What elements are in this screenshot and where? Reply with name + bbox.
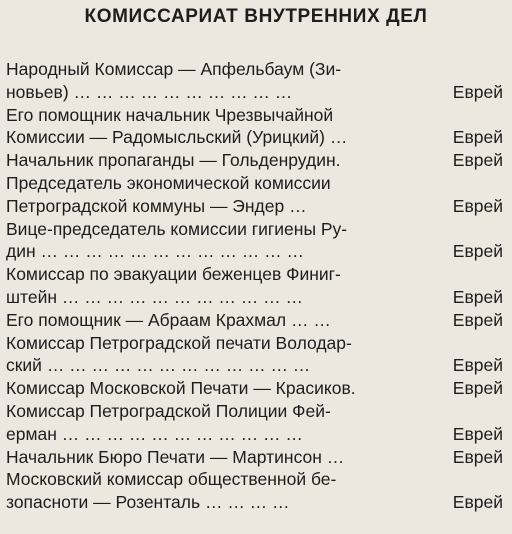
entry-line	[6, 195, 506, 218]
entry-text: Начальник Бюро Печати — Мартинсон …	[6, 446, 345, 467]
entry-text: Председатель экономической комиссии	[6, 172, 331, 193]
list-item	[6, 104, 506, 150]
list-item	[6, 172, 506, 218]
entry-line	[6, 332, 506, 355]
entry-line	[6, 400, 506, 423]
nationality-label: Еврей	[452, 127, 503, 148]
entry-text: Комиссии — Радомысльский (Урицкий) …	[6, 127, 348, 148]
nationality-label: Еврей	[452, 309, 503, 330]
list-item	[6, 218, 506, 264]
list-item	[6, 58, 506, 104]
list-item	[6, 332, 506, 378]
entry-line	[6, 81, 506, 104]
list-item	[6, 400, 506, 446]
list-item	[6, 309, 506, 332]
entry-text: Комиссар Петроградской печати Володар-	[6, 332, 352, 353]
entry-line	[6, 104, 506, 127]
entry-line	[6, 126, 506, 149]
entry-text: Его помощник начальник Чрезвычайной	[6, 104, 334, 125]
entry-line	[6, 58, 506, 81]
entry-line	[6, 468, 506, 491]
entry-text: ерман … … … … … … … … … … …	[6, 423, 303, 444]
list-item	[6, 149, 506, 172]
entry-line	[6, 149, 506, 172]
entry-text: Комиссар Петроградской Полиции Фей-	[6, 400, 331, 421]
entry-text: ский … … … … … … … … … … … …	[6, 355, 311, 376]
entry-text: Московский комиссар общественной бе-	[6, 469, 337, 490]
entry-text: Петроградской коммуны — Эндер …	[6, 195, 307, 216]
entry-text: Начальник пропаганды — Гольденрудин.	[6, 150, 341, 171]
nationality-label: Еврей	[452, 378, 503, 399]
entry-text: новьев) … … … … … … … … … …	[6, 81, 293, 102]
entry-list	[6, 58, 506, 514]
entry-line	[6, 423, 506, 446]
entry-text: Комиссар Московской Печати — Красиков.	[6, 378, 356, 399]
entry-line	[6, 446, 506, 469]
nationality-label: Еврей	[452, 241, 503, 262]
nationality-label: Еврей	[452, 446, 503, 467]
nationality-label: Еврей	[452, 355, 503, 376]
nationality-label: Еврей	[452, 195, 503, 216]
list-item	[6, 263, 506, 309]
list-item	[6, 377, 506, 400]
entry-text: дин … … … … … … … … … … … …	[6, 241, 304, 262]
entry-line	[6, 172, 506, 195]
nationality-label: Еврей	[452, 150, 503, 171]
nationality-label: Еврей	[452, 81, 503, 102]
entry-text: Народный Комиссар — Апфельбаум (Зи-	[6, 59, 342, 79]
entry-text: Его помощник — Абраам Крахмал … …	[6, 309, 331, 330]
nationality-label: Еврей	[452, 423, 503, 444]
entry-line	[6, 354, 506, 377]
entry-line	[6, 218, 506, 241]
entry-text: Вице-председатель комиссии гигиены Ру-	[6, 218, 348, 239]
entry-line	[6, 377, 506, 400]
entry-line	[6, 309, 506, 332]
entry-text: зопасноти — Розенталь … … … …	[6, 492, 290, 513]
list-item	[6, 468, 506, 514]
list-item	[6, 446, 506, 469]
nationality-label: Еврей	[452, 492, 503, 513]
nationality-label: Еврей	[452, 286, 503, 307]
entry-text: штейн … … … … … … … … … … …	[6, 286, 304, 307]
entry-line	[6, 286, 506, 309]
entry-line	[6, 263, 506, 286]
entry-text: Комиссар по эвакуации беженцев Финиг-	[6, 264, 341, 285]
entry-line	[6, 240, 506, 263]
page-title: КОМИССАРИАТ ВНУТРЕННИХ ДЕЛ	[84, 6, 428, 27]
entry-line	[6, 491, 506, 514]
